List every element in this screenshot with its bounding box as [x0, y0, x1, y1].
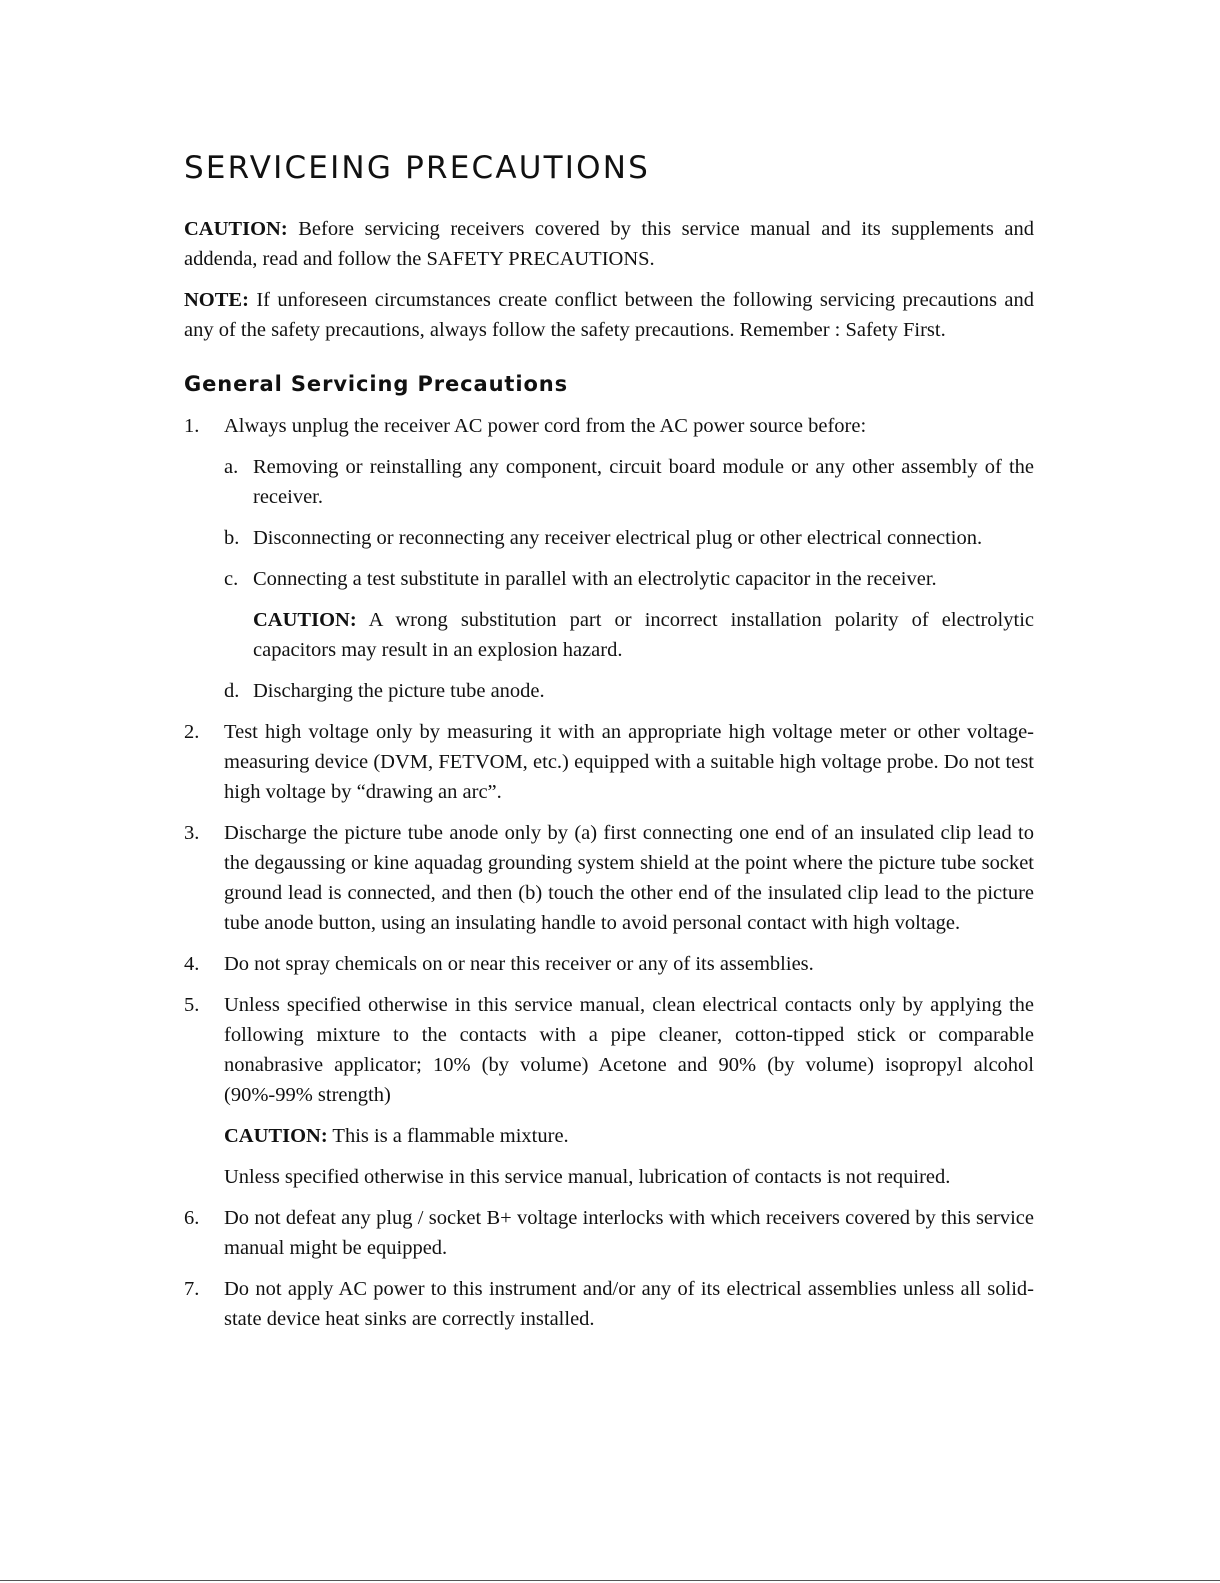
item-text: Discharge the picture tube anode only by (a) first connecting one end of an insulated clip lead to the degaussing or kine aquadag grounding system shield at the point where the picture tube socket ground lead is connected, and then (b) touch the other end of the insulated clip lead to the picture tube anode button, using an insulating handle to avoid personal contact with high voltage. — [224, 822, 1034, 934]
list-item — [184, 1203, 1034, 1263]
sub-list-item — [224, 523, 1034, 553]
sub-list — [224, 452, 1034, 706]
sub-list-item — [224, 676, 1034, 706]
item-number: 5. — [184, 994, 200, 1016]
item-text: Always unplug the receiver AC power cord from the AC power source before: — [224, 415, 867, 437]
sub-list-item — [224, 452, 1034, 512]
caution-label: CAUTION: — [224, 1125, 328, 1147]
sub-item-text: Discharging the picture tube anode. — [253, 680, 545, 702]
list-item — [184, 949, 1034, 979]
sub-item-text: Removing or reinstalling any component, circuit board module or any other assembly of the receiver. — [253, 456, 1034, 508]
document-page — [184, 148, 1034, 1345]
page-title: SERVICEING PRECAUTIONS — [184, 150, 651, 186]
item-number: 4. — [184, 953, 200, 975]
item-number: 6. — [184, 1207, 200, 1229]
list-item — [184, 717, 1034, 807]
sub-item-letter: a. — [224, 456, 239, 478]
sub-item-letter: b. — [224, 527, 240, 549]
sub-item-text: Disconnecting or reconnecting any receiver electrical plug or other electrical connection. — [253, 527, 983, 549]
item-text: Do not spray chemicals on or near this receiver or any of its assemblies. — [224, 953, 814, 975]
note-label: NOTE: — [184, 289, 249, 311]
list-item — [184, 990, 1034, 1192]
sub-item-letter: d. — [224, 680, 240, 702]
sub-item-letter: c. — [224, 568, 239, 590]
sub-item-text: Connecting a test substitute in parallel with an electrolytic capacitor in the receiver. — [253, 568, 937, 590]
caution-intro-text: Before servicing receivers covered by this service manual and its supplements and addenda, read and follow the SAFETY PRECAUTIONS. — [184, 218, 1035, 270]
page-bottom-divider — [0, 1580, 1220, 1581]
list-item — [184, 818, 1034, 938]
item-number: 2. — [184, 721, 200, 743]
item-caution — [224, 1121, 1034, 1151]
item-text: Do not apply AC power to this instrument and/or any of its electrical assemblies unless all solid-state device heat sinks are correctly installed. — [224, 1278, 1034, 1330]
item-text: Unless specified otherwise in this service manual, clean electrical contacts only by applying the following mixture to the contacts with a pipe cleaner, cotton-tipped stick or comparable nonabrasive applicator; 10% (by volume) Acetone and 90% (by volume) isopropyl alcohol (90%-99% strength) — [224, 994, 1034, 1106]
note-intro-paragraph — [184, 285, 1034, 345]
sub-list-item — [224, 564, 1034, 665]
list-item — [184, 1274, 1034, 1334]
caution-text: A wrong substitution part or incorrect installation polarity of electrolytic capacitors may result in an explosion hazard. — [253, 609, 1034, 661]
item-number: 7. — [184, 1278, 200, 1300]
list-item — [184, 411, 1034, 706]
section-title: General Servicing Precautions — [184, 372, 569, 396]
caution-text: This is a flammable mixture. — [332, 1125, 569, 1147]
caution-label: CAUTION: — [184, 218, 288, 240]
precautions-list — [184, 411, 1034, 1334]
item-text: Test high voltage only by measuring it with an appropriate high voltage meter or other voltage-measuring device (DVM, FETVOM, etc.) equipped with a suitable high voltage probe. Do not test high voltage by “drawing an arc”. — [224, 721, 1034, 803]
caution-intro-paragraph — [184, 214, 1034, 274]
sub-item-caution — [253, 605, 1034, 665]
caution-label: CAUTION: — [253, 609, 357, 631]
item-number: 3. — [184, 822, 200, 844]
item-number: 1. — [184, 415, 200, 437]
item-extra-text: Unless specified otherwise in this service manual, lubrication of contacts is not required. — [224, 1166, 951, 1188]
item-text: Do not defeat any plug / socket B+ voltage interlocks with which receivers covered by this service manual might be equipped. — [224, 1207, 1034, 1259]
note-intro-text: If unforeseen circumstances create conflict between the following servicing precautions and any of the safety precautions, always follow the safety precautions. Remember : Safety First. — [184, 289, 1034, 341]
